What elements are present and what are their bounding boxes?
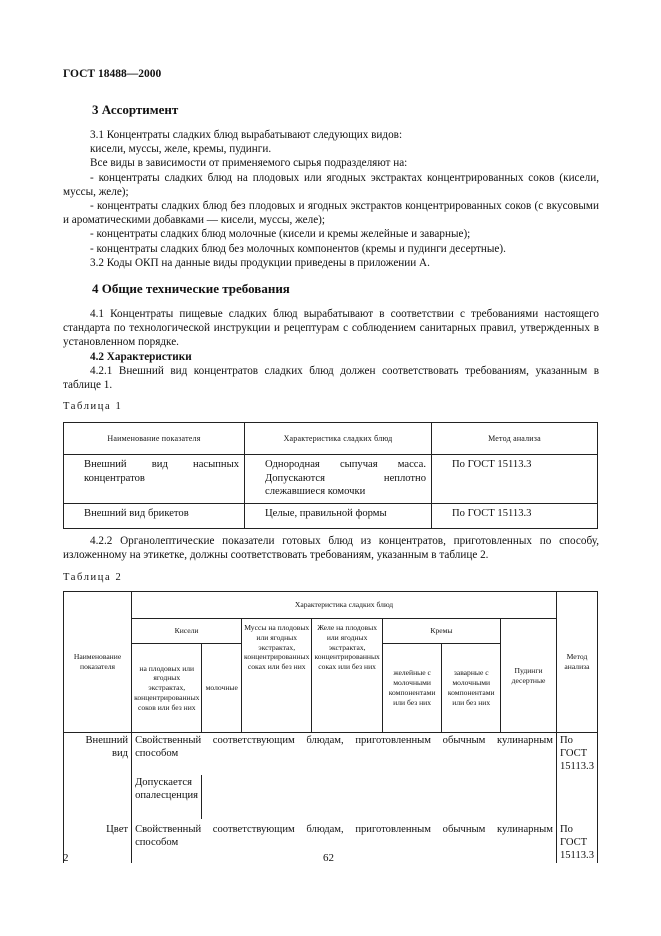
table-2-label: Таблица 2 <box>63 572 123 583</box>
table-cell <box>64 775 132 819</box>
table-cell: Внешний вид <box>64 733 132 775</box>
bullet-item: - концентраты сладких блюд на плодовых или ягодных экстрактах концентрированных соков (кисели, муссы, желе); <box>63 171 599 198</box>
paragraph: 4.2.2 Органолептические показатели готовых блюд из концентратов, приготовленных по способу, изложенному на этикетке, должны соответствовать требованиям, указанным в таблице 2. <box>63 535 599 562</box>
table-cell: Целые, правильной формы <box>245 504 432 529</box>
document-code: ГОСТ 18488—2000 <box>63 68 162 80</box>
column-header: на плодовых или ягодных экстрактах, концентрированных соков или без них <box>132 644 202 733</box>
page-corner-number: 2 <box>63 852 69 864</box>
column-header: Кремы <box>382 619 500 644</box>
column-header: Характеристика сладких блюд <box>245 423 432 455</box>
table-header-row <box>64 619 598 644</box>
paragraph: 4.1 Концентраты пищевые сладких блюд вырабатывают в соответствии с требованиями настоящего стандарта по технологической инструкции и рецептурам с соблюдением санитарных правил, утвержденных в установленном порядке. <box>63 308 599 349</box>
section-4-title: 4 Общие технические требования <box>92 281 290 296</box>
table-cell: По ГОСТ 15113.3 <box>432 455 598 504</box>
column-header: Характеристика сладких блюд <box>132 592 557 619</box>
column-header: Муссы на плодовых или ягодных экстрактах, концентрированных соках или без них <box>242 619 312 733</box>
column-header: Кисели <box>132 619 242 644</box>
bullet-item: - концентраты сладких блюд без молочных компонентов (кремы и пудинги десертные). <box>90 242 506 255</box>
page-number: 62 <box>323 852 334 864</box>
section-4-body-2 <box>63 534 599 562</box>
table-1 <box>63 422 598 529</box>
paragraph: Все виды в зависимости от применяемого сырья подразделяют на: <box>90 157 408 170</box>
column-header: Желе на плодовых или ягодных экстрактах, концентрированных соках или без них <box>312 619 382 733</box>
table-2 <box>63 591 598 863</box>
table-row <box>64 775 598 819</box>
column-header: Наименование показателя <box>64 592 132 733</box>
subsection-title: 4.2 Характеристики <box>90 350 192 363</box>
column-header: Метод анализа <box>432 423 598 455</box>
column-header: Пудинги десертные <box>501 619 557 733</box>
table-header-row <box>64 592 598 619</box>
table-cell: Допускается опалесценция <box>132 775 202 819</box>
column-header: заварные с молочными компонентами или без них <box>442 644 501 733</box>
table-cell: Свойственный соответствующим блюдам, приготовленным обычным кулинарным способом <box>132 733 557 775</box>
bullet-item: - концентраты сладких блюд молочные (кисели и кремы желейные и заварные); <box>90 228 471 241</box>
table-cell: Цвет <box>64 819 132 864</box>
table-row <box>64 504 598 529</box>
table-cell: Внешний вид брикетов <box>64 504 245 529</box>
table-cell: По ГОСТ 15113.3 <box>556 819 597 864</box>
section-4-body <box>63 307 599 392</box>
table-1-label: Таблица 1 <box>63 401 123 412</box>
table-cell <box>556 775 597 819</box>
paragraph: 3.2 Коды ОКП на данные виды продукции приведены в приложении А. <box>90 256 430 269</box>
paragraph: кисели, муссы, желе, кремы, пудинги. <box>90 143 272 156</box>
table-cell: По ГОСТ 15113.3 <box>556 733 597 775</box>
section-3-title: 3 Ассортимент <box>92 102 179 117</box>
bullet-item: - концентраты сладких блюд без плодовых и ягодных экстрактов концентрированных соков (с вкусовыми и ароматическими добавками — кисели, муссы, желе); <box>63 200 599 227</box>
column-header: Метод анализа <box>556 592 597 733</box>
paragraph: 4.2.1 Внешний вид концентратов сладких блюд должен соответствовать требованиям, указанным в таблице 1. <box>63 364 599 392</box>
table-header-row <box>64 423 598 455</box>
table-cell: Однородная сыпучая масса. Допускаются неплотно слежавшиеся комочки <box>245 455 432 504</box>
column-header: желейные с молочными компонентами или без них <box>382 644 442 733</box>
section-3-body <box>63 128 599 270</box>
table-row <box>64 455 598 504</box>
paragraph: 3.1 Концентраты сладких блюд вырабатывают следующих видов: <box>90 129 403 141</box>
table-cell: Свойственный соответствующим блюдам, приготовленным обычным кулинарным способом <box>132 819 557 864</box>
table-cell <box>202 775 556 819</box>
table-cell: Внешний вид насыпных концентратов <box>64 455 245 504</box>
column-header: молочные <box>202 644 242 733</box>
table-row <box>64 733 598 775</box>
table-cell: По ГОСТ 15113.3 <box>432 504 598 529</box>
column-header: Наименование показателя <box>64 423 245 455</box>
